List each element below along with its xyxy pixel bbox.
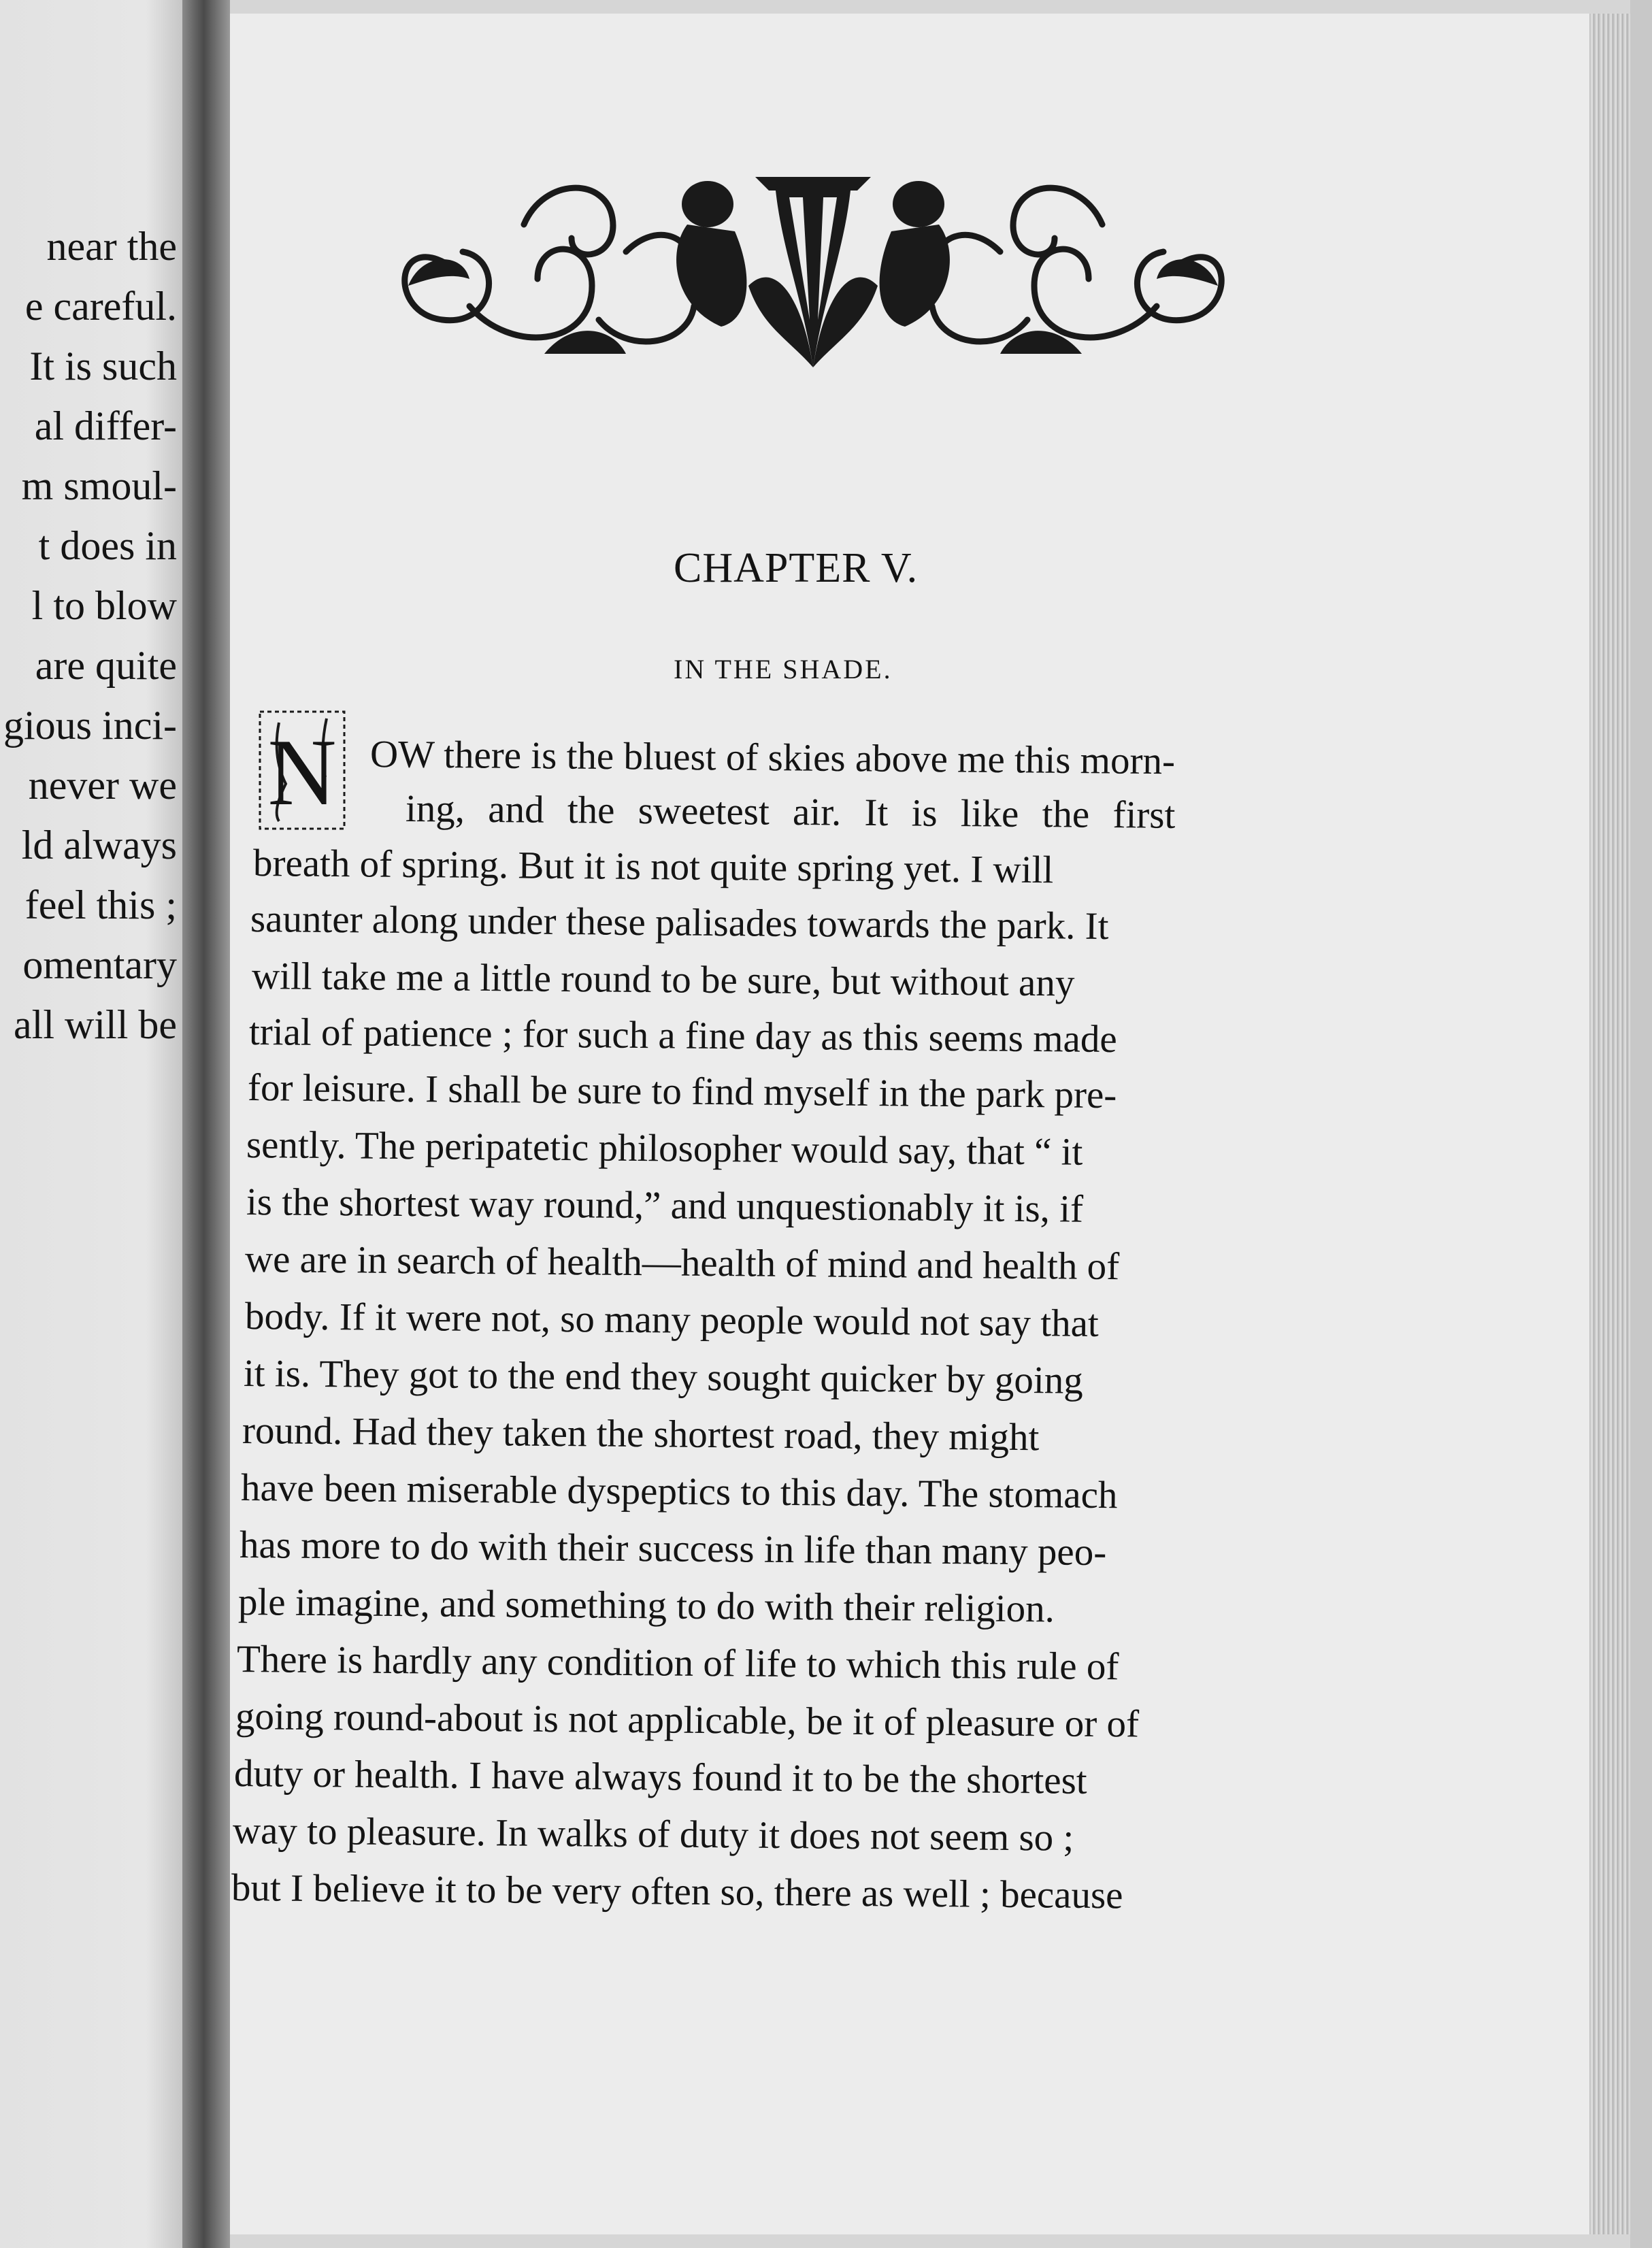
left-page-line: m smoul- (21, 463, 177, 508)
left-page-line: It is such (29, 344, 177, 389)
left-page-line: omentary (22, 942, 177, 987)
text-line: body. If it were not, so many people would not say that (244, 1295, 1100, 1345)
text-line: ple imagine, and something to do with their religion. (237, 1581, 1055, 1631)
left-page-line: al differ- (34, 403, 177, 448)
text-line: ing, and the sweetest air. It is like the first (405, 787, 1176, 837)
text-line: we are in search of health—health of mind and health of (244, 1238, 1120, 1289)
text-line: There is hardly any condition of life to which this rule of (236, 1638, 1119, 1689)
left-page-line: ld always (21, 823, 177, 867)
floral-cherub-headpiece-icon (367, 150, 1259, 374)
book-gutter (182, 0, 230, 2248)
left-page-line: all will be (14, 1002, 177, 1047)
text-line: OW there is the bluest of skies above me this morn- (369, 733, 1176, 783)
text-line: for leisure. I shall be sure to find myself in the park pre- (247, 1066, 1117, 1117)
text-line: round. Had they taken the shortest road, they might (242, 1409, 1040, 1459)
text-line: trial of patience ; for such a fine day as this seems made (248, 1010, 1117, 1061)
text-line: has more to do with their success in life than many peo- (239, 1523, 1107, 1574)
page-edge-shadow (1630, 0, 1652, 2248)
text-line: breath of spring. But it is not quite spring yet. I will (252, 842, 1054, 892)
chapter-subtitle: IN THE SHADE. (674, 654, 893, 684)
text-line: it is. They got to the end they sought quicker by going (243, 1352, 1084, 1402)
text-line: saunter along under these palisades towards the park. It (250, 897, 1109, 948)
text-line: but I believe it to be very often so, there as well ; because (231, 1866, 1123, 1917)
text-line: will take me a little round to be sure, but without any (251, 955, 1075, 1005)
left-page-fragment (0, 0, 182, 2248)
left-page-line: near the (46, 224, 177, 269)
text-line: way to pleasure. In walks of duty it does not seem so ; (232, 1809, 1074, 1859)
left-page-line: feel this ; (24, 882, 177, 927)
left-page-line: gious inci- (3, 703, 177, 748)
left-page-line: l to blow (31, 583, 177, 628)
left-page-line: e careful. (24, 284, 177, 329)
left-page-line: never we (28, 763, 177, 808)
text-line: sently. The peripatetic philosopher would say, that “ it (246, 1123, 1083, 1174)
drop-cap-letter: N (267, 720, 337, 825)
text-line: duty or health. I have always found it to be the shortest (233, 1752, 1087, 1802)
left-page-line: t does in (38, 523, 177, 568)
drop-cap (259, 709, 346, 831)
text-line: have been miserable dyspeptics to this day. The stomach (240, 1466, 1118, 1517)
page-edges (1589, 14, 1630, 2234)
text-line: going round-about is not applicable, be it of pleasure or of (235, 1695, 1140, 1746)
chapter-title: CHAPTER V. (674, 545, 919, 591)
left-page-line: are quite (35, 643, 177, 688)
text-line: is the shortest way round,” and unquestionably it is, if (246, 1180, 1084, 1231)
